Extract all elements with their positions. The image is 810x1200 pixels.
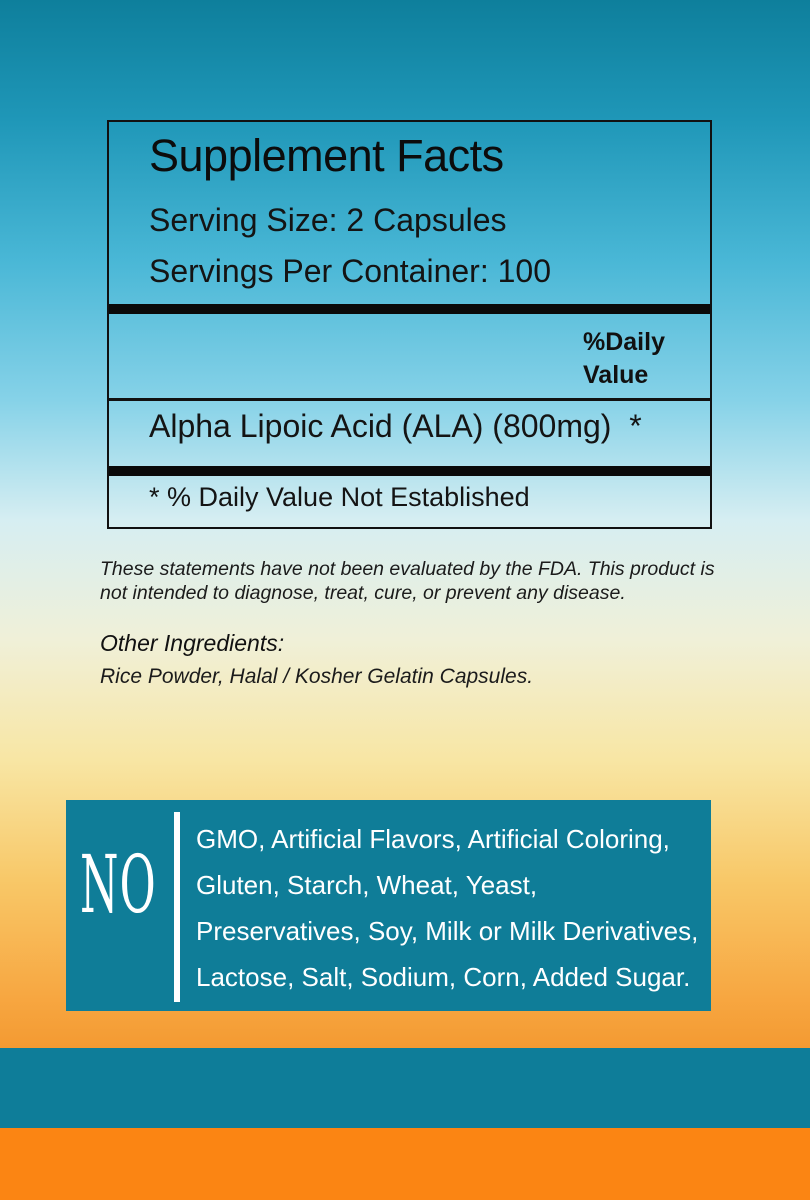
no-additives-list: GMO, Artificial Flavors, Artificial Coloring, Gluten, Starch, Wheat, Yeast, Preservatives, Soy, Milk or Milk Derivatives, Lactose, Salt, Sodium, Corn, Added Sugar. (196, 824, 699, 992)
thick-divider-top (109, 304, 710, 314)
supplement-facts-panel (107, 120, 712, 529)
daily-value-header: %Daily Value (583, 328, 665, 389)
no-additives-panel (66, 800, 711, 1011)
thick-divider-bottom (109, 466, 710, 476)
thin-divider (109, 398, 710, 401)
no-divider (174, 812, 180, 1002)
no-label: NO (80, 838, 157, 931)
daily-value-footnote: * % Daily Value Not Established (149, 482, 530, 512)
bottom-teal-band (0, 1048, 810, 1128)
other-ingredients-text: Rice Powder, Halal / Kosher Gelatin Capsules. (100, 665, 534, 688)
other-ingredients-heading: Other Ingredients: (100, 630, 285, 656)
ingredient-row: Alpha Lipoic Acid (ALA) (800mg) * (149, 408, 642, 444)
servings-per-container: Servings Per Container: 100 (149, 253, 551, 289)
bottom-orange-band (0, 1128, 810, 1200)
facts-title: Supplement Facts (149, 130, 504, 181)
fda-disclaimer: These statements have not been evaluated by the FDA. This product is not intended to diagnose, treat, cure, or prevent any disease. (100, 558, 715, 604)
serving-size: Serving Size: 2 Capsules (149, 202, 507, 238)
